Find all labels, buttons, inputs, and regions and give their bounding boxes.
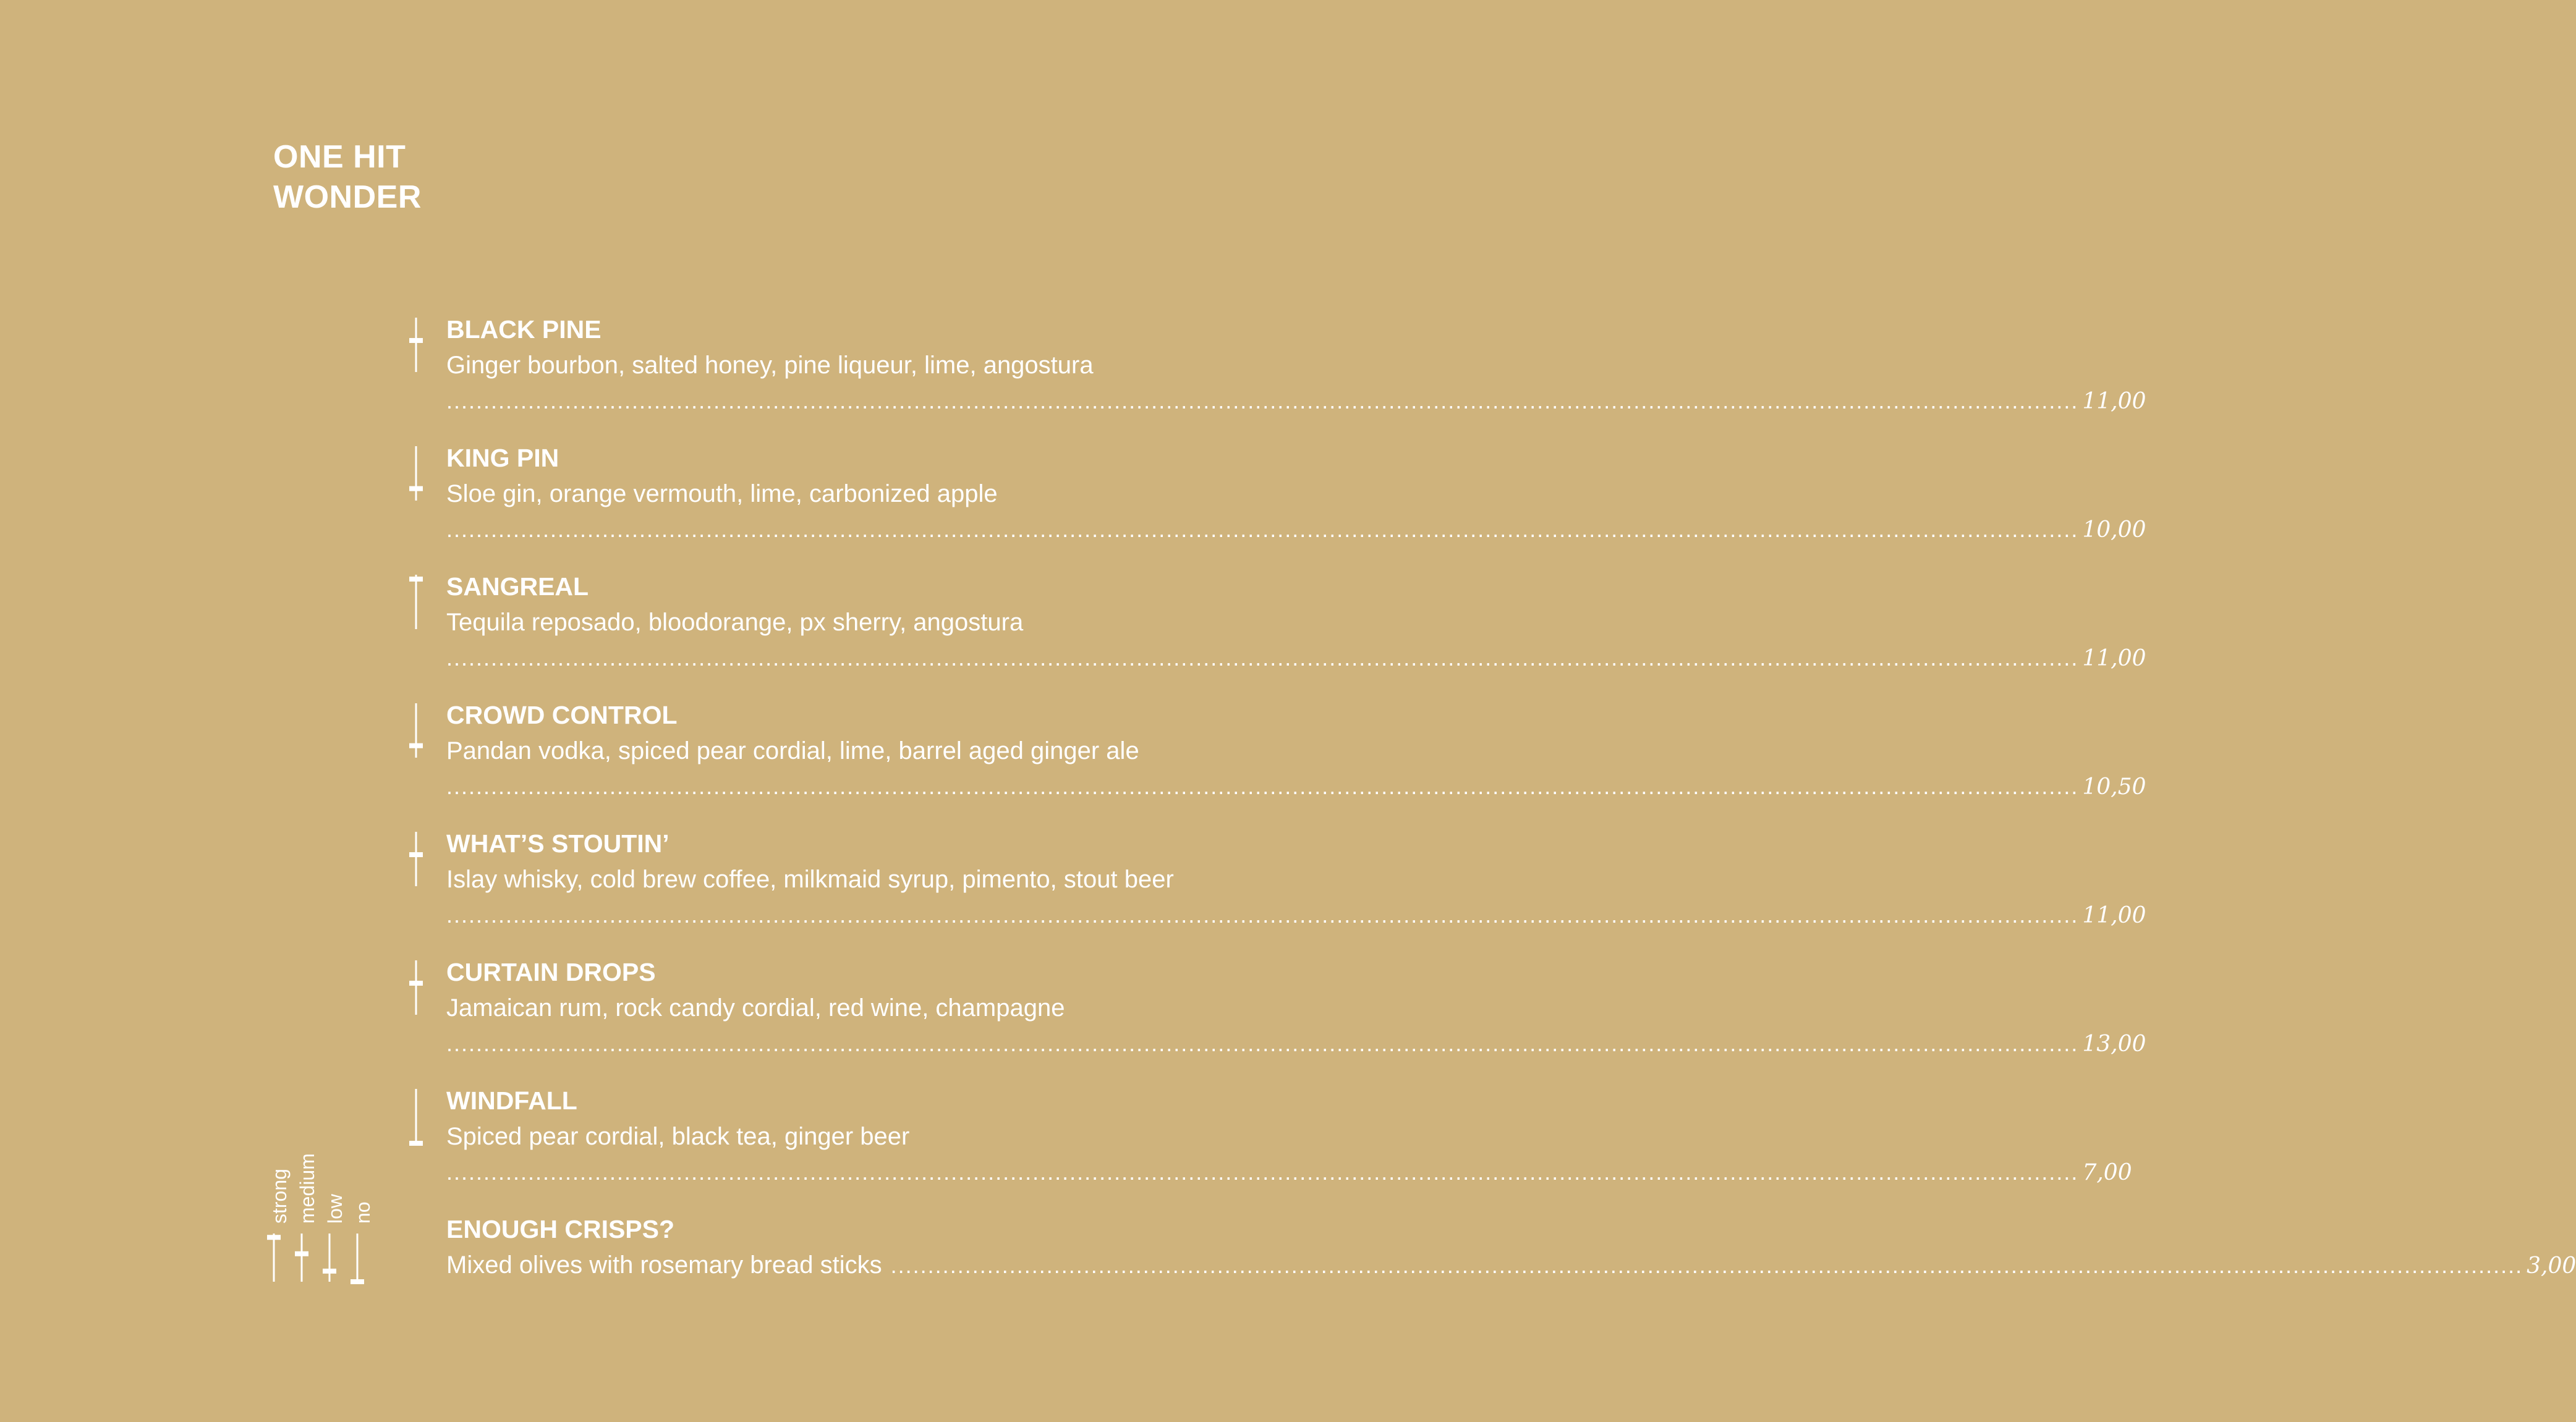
menu-title-line2: WONDER xyxy=(273,179,422,215)
menu-title-line1: ONE HIT xyxy=(273,139,406,175)
leader-dots: ............................................................................................................................................................................................................................ xyxy=(446,645,2079,671)
legend-strong xyxy=(266,1131,293,1285)
leader-dots: ............................................................................................................................................................................................................................ xyxy=(446,1031,2079,1056)
strength-medium-icon xyxy=(408,957,427,1018)
legend-no xyxy=(349,1131,376,1285)
strength-no-icon xyxy=(408,1085,427,1147)
legend-low xyxy=(321,1131,349,1285)
cocktail-name: CURTAIN DROPS xyxy=(446,958,656,986)
cocktail-item xyxy=(0,700,2146,823)
cocktail-name: CROWD CONTROL xyxy=(446,701,678,729)
cocktail-description: Ginger bourbon, salted honey, pine liqueur, lime, angostura xyxy=(446,352,1094,379)
legend-medium xyxy=(294,1131,321,1285)
price-row xyxy=(446,1028,2146,1059)
snack-row xyxy=(446,1250,2576,1280)
strength-legend xyxy=(266,1131,377,1285)
price-row xyxy=(446,386,2146,417)
cocktail-item xyxy=(0,571,2146,695)
snack-name: ENOUGH CRISPS? xyxy=(446,1215,675,1243)
cocktail-price: 11,00 xyxy=(2082,646,2146,671)
cocktail-name: WINDFALL xyxy=(446,1086,577,1115)
leader-dots: ............................................................................................................................................................................................................................ xyxy=(446,774,2079,799)
cocktail-description: Tequila reposado, bloodorange, px sherry, angostura xyxy=(446,609,1024,636)
cocktail-price: 13,00 xyxy=(2082,1031,2146,1057)
price-row xyxy=(446,1157,2132,1188)
cocktail-description: Spiced pear cordial, black tea, ginger beer xyxy=(446,1123,910,1150)
strength-no-icon xyxy=(349,1230,376,1285)
cocktail-price: 11,00 xyxy=(2082,903,2146,928)
cocktail-name: SANGREAL xyxy=(446,572,589,601)
snack-description: Mixed olives with rosemary bread sticks xyxy=(446,1251,882,1279)
strength-low-icon xyxy=(408,700,427,761)
cocktail-price: 10,00 xyxy=(2082,517,2146,543)
cocktail-description: Jamaican rum, rock candy cordial, red wine, champagne xyxy=(446,994,1065,1022)
cocktail-item xyxy=(0,442,2146,566)
cocktail-description: Pandan vodka, spiced pear cordial, lime, barrel aged ginger ale xyxy=(446,737,1139,764)
cocktail-price: 10,50 xyxy=(2082,774,2146,800)
legend-medium-label: medium xyxy=(296,1153,318,1224)
legend-low-label: low xyxy=(324,1193,346,1224)
strength-medium-icon xyxy=(408,314,427,376)
snack-item xyxy=(0,1214,2576,1337)
cocktail-description: Islay whisky, cold brew coffee, milkmaid syrup, pimento, stout beer xyxy=(446,866,1174,893)
leader-dots: ............................................................................................................................................................................................................................ xyxy=(446,517,2079,542)
strength-strong-icon xyxy=(408,571,427,633)
strength-medium-icon xyxy=(408,828,427,890)
snack-price: 3,00 xyxy=(2527,1253,2576,1279)
cocktail-item xyxy=(0,1085,2132,1209)
strength-low-icon xyxy=(408,442,427,504)
leader-dots: ............................................................................................................................................................................................................................ xyxy=(446,902,2079,928)
price-row xyxy=(446,643,2146,674)
legend-strong-label: strong xyxy=(268,1169,291,1224)
cocktail-item xyxy=(0,957,2146,1080)
leader-dots: ............................................................................................................................................................................................................................ xyxy=(446,388,2079,413)
cocktail-description: Sloe gin, orange vermouth, lime, carbonized apple xyxy=(446,480,998,507)
strength-medium-icon xyxy=(294,1230,321,1285)
cocktail-name: KING PIN xyxy=(446,444,559,472)
cocktail-name: WHAT’S STOUTIN’ xyxy=(446,829,670,858)
price-row xyxy=(446,771,2146,802)
strength-low-icon xyxy=(321,1230,349,1285)
legend-no-label: no xyxy=(352,1201,374,1224)
leader-dots: ............................................................................................................................................................................................................................ xyxy=(446,1159,2079,1185)
price-row xyxy=(446,900,2146,931)
cocktail-price: 7,00 xyxy=(2082,1160,2132,1185)
snack-leader-dots: ............................................................................................................................................................................................................................ xyxy=(890,1253,2523,1278)
cocktail-item xyxy=(0,828,2146,952)
cocktail-price: 11,00 xyxy=(2082,389,2146,414)
menu-title xyxy=(273,137,422,218)
price-row xyxy=(446,514,2146,545)
cocktail-item xyxy=(0,314,2146,438)
cocktail-name: BLACK PINE xyxy=(446,315,601,344)
strength-strong-icon xyxy=(266,1230,293,1285)
